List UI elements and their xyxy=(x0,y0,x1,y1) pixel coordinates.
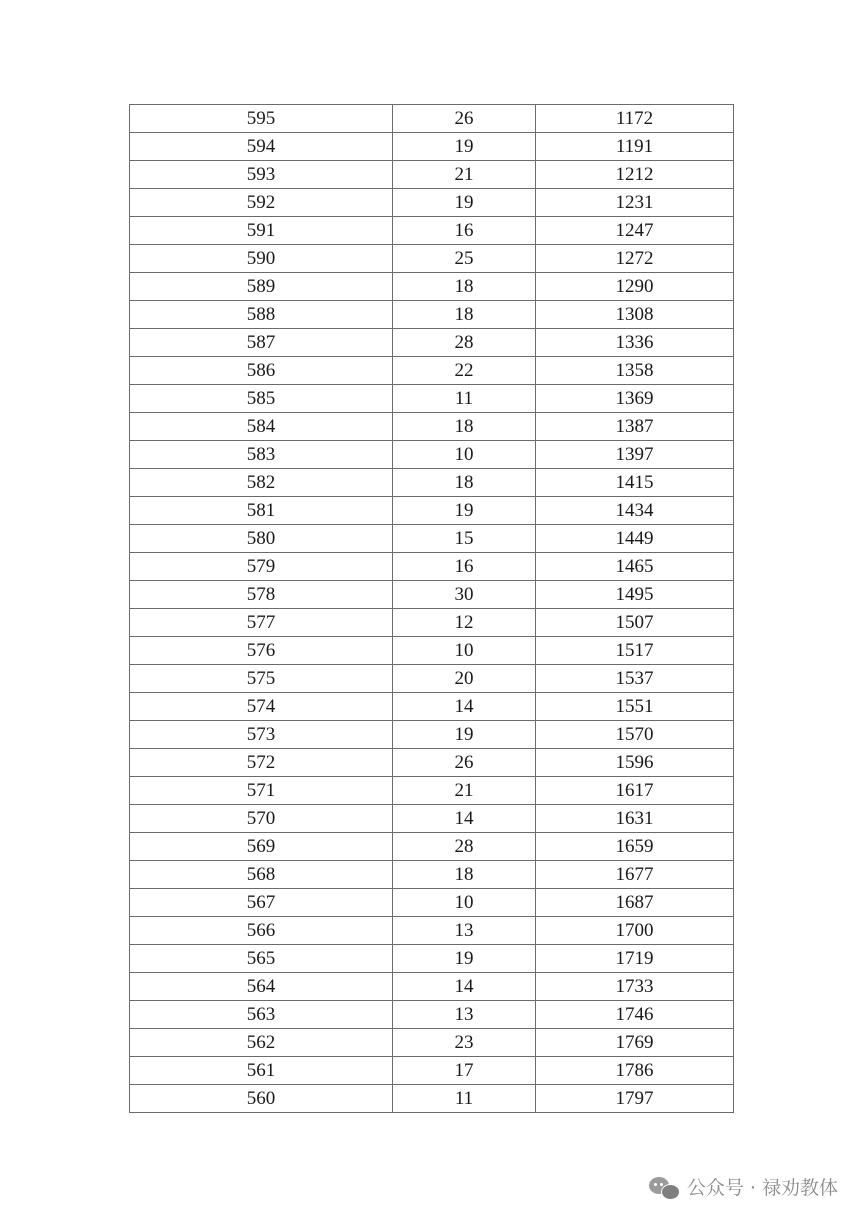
count-cell: 12 xyxy=(393,609,536,637)
count-cell: 21 xyxy=(393,161,536,189)
table-row xyxy=(130,413,734,441)
cumulative-cell: 1358 xyxy=(536,357,734,385)
table-row xyxy=(130,805,734,833)
cumulative-cell: 1551 xyxy=(536,693,734,721)
cumulative-cell: 1272 xyxy=(536,245,734,273)
cumulative-cell: 1617 xyxy=(536,777,734,805)
score-cell: 588 xyxy=(130,301,393,329)
count-cell: 14 xyxy=(393,693,536,721)
score-cell: 581 xyxy=(130,497,393,525)
count-cell: 10 xyxy=(393,637,536,665)
watermark xyxy=(649,1173,838,1200)
table-row xyxy=(130,609,734,637)
score-cell: 560 xyxy=(130,1085,393,1113)
table-row xyxy=(130,945,734,973)
cumulative-cell: 1596 xyxy=(536,749,734,777)
table-row xyxy=(130,441,734,469)
count-cell: 13 xyxy=(393,917,536,945)
cumulative-cell: 1231 xyxy=(536,189,734,217)
cumulative-cell: 1212 xyxy=(536,161,734,189)
cumulative-cell: 1719 xyxy=(536,945,734,973)
cumulative-cell: 1700 xyxy=(536,917,734,945)
table-row xyxy=(130,301,734,329)
table-row xyxy=(130,1001,734,1029)
score-cell: 590 xyxy=(130,245,393,273)
count-cell: 14 xyxy=(393,973,536,1001)
score-cell: 585 xyxy=(130,385,393,413)
cumulative-cell: 1369 xyxy=(536,385,734,413)
score-cell: 587 xyxy=(130,329,393,357)
count-cell: 18 xyxy=(393,469,536,497)
count-cell: 18 xyxy=(393,861,536,889)
count-cell: 30 xyxy=(393,581,536,609)
table-row xyxy=(130,1029,734,1057)
score-cell: 575 xyxy=(130,665,393,693)
score-cell: 561 xyxy=(130,1057,393,1085)
score-cell: 591 xyxy=(130,217,393,245)
score-cell: 574 xyxy=(130,693,393,721)
score-cell: 563 xyxy=(130,1001,393,1029)
score-cell: 567 xyxy=(130,889,393,917)
cumulative-cell: 1769 xyxy=(536,1029,734,1057)
count-cell: 16 xyxy=(393,217,536,245)
score-cell: 569 xyxy=(130,833,393,861)
score-cell: 565 xyxy=(130,945,393,973)
score-cell: 566 xyxy=(130,917,393,945)
table-row xyxy=(130,581,734,609)
score-cell: 586 xyxy=(130,357,393,385)
score-cell: 582 xyxy=(130,469,393,497)
table-row xyxy=(130,245,734,273)
cumulative-cell: 1687 xyxy=(536,889,734,917)
watermark-text: 公众号 · 禄劝教体 xyxy=(686,1177,838,1199)
score-cell: 578 xyxy=(130,581,393,609)
table-row xyxy=(130,665,734,693)
count-cell: 14 xyxy=(393,805,536,833)
table-row xyxy=(130,889,734,917)
table-row xyxy=(130,329,734,357)
cumulative-cell: 1797 xyxy=(536,1085,734,1113)
table-row xyxy=(130,357,734,385)
cumulative-cell: 1434 xyxy=(536,497,734,525)
cumulative-cell: 1290 xyxy=(536,273,734,301)
table-row xyxy=(130,973,734,1001)
table-row xyxy=(130,217,734,245)
score-cell: 573 xyxy=(130,721,393,749)
score-cell: 594 xyxy=(130,133,393,161)
table-row xyxy=(130,469,734,497)
table-row xyxy=(130,749,734,777)
cumulative-cell: 1191 xyxy=(536,133,734,161)
table-row xyxy=(130,497,734,525)
score-cell: 577 xyxy=(130,609,393,637)
count-cell: 11 xyxy=(393,385,536,413)
table-row xyxy=(130,525,734,553)
count-cell: 16 xyxy=(393,553,536,581)
count-cell: 19 xyxy=(393,497,536,525)
count-cell: 10 xyxy=(393,441,536,469)
table-row xyxy=(130,133,734,161)
score-cell: 595 xyxy=(130,105,393,133)
table-row xyxy=(130,1057,734,1085)
score-cell: 564 xyxy=(130,973,393,1001)
cumulative-cell: 1247 xyxy=(536,217,734,245)
count-cell: 18 xyxy=(393,413,536,441)
count-cell: 22 xyxy=(393,357,536,385)
cumulative-cell: 1746 xyxy=(536,1001,734,1029)
count-cell: 19 xyxy=(393,721,536,749)
cumulative-cell: 1172 xyxy=(536,105,734,133)
score-cell: 583 xyxy=(130,441,393,469)
count-cell: 19 xyxy=(393,945,536,973)
count-cell: 26 xyxy=(393,105,536,133)
score-table-body xyxy=(130,105,734,1113)
cumulative-cell: 1387 xyxy=(536,413,734,441)
wechat-icon xyxy=(649,1175,679,1199)
count-cell: 21 xyxy=(393,777,536,805)
table-row xyxy=(130,917,734,945)
score-cell: 568 xyxy=(130,861,393,889)
cumulative-cell: 1449 xyxy=(536,525,734,553)
count-cell: 18 xyxy=(393,273,536,301)
cumulative-cell: 1677 xyxy=(536,861,734,889)
table-row xyxy=(130,273,734,301)
table-row xyxy=(130,385,734,413)
count-cell: 11 xyxy=(393,1085,536,1113)
cumulative-cell: 1507 xyxy=(536,609,734,637)
score-cell: 571 xyxy=(130,777,393,805)
score-cell: 592 xyxy=(130,189,393,217)
cumulative-cell: 1786 xyxy=(536,1057,734,1085)
score-cell: 572 xyxy=(130,749,393,777)
score-cell: 562 xyxy=(130,1029,393,1057)
table-row xyxy=(130,553,734,581)
count-cell: 10 xyxy=(393,889,536,917)
table-row xyxy=(130,693,734,721)
count-cell: 25 xyxy=(393,245,536,273)
score-cell: 593 xyxy=(130,161,393,189)
table-row xyxy=(130,777,734,805)
cumulative-cell: 1336 xyxy=(536,329,734,357)
cumulative-cell: 1495 xyxy=(536,581,734,609)
table-row xyxy=(130,833,734,861)
table-row xyxy=(130,189,734,217)
table-row xyxy=(130,161,734,189)
count-cell: 28 xyxy=(393,833,536,861)
cumulative-cell: 1631 xyxy=(536,805,734,833)
count-cell: 19 xyxy=(393,189,536,217)
cumulative-cell: 1537 xyxy=(536,665,734,693)
cumulative-cell: 1465 xyxy=(536,553,734,581)
count-cell: 15 xyxy=(393,525,536,553)
score-cell: 580 xyxy=(130,525,393,553)
count-cell: 19 xyxy=(393,133,536,161)
count-cell: 23 xyxy=(393,1029,536,1057)
table-row xyxy=(130,721,734,749)
count-cell: 28 xyxy=(393,329,536,357)
score-cell: 584 xyxy=(130,413,393,441)
score-cell: 589 xyxy=(130,273,393,301)
count-cell: 20 xyxy=(393,665,536,693)
score-cell: 570 xyxy=(130,805,393,833)
score-cell: 579 xyxy=(130,553,393,581)
cumulative-cell: 1733 xyxy=(536,973,734,1001)
cumulative-cell: 1659 xyxy=(536,833,734,861)
cumulative-cell: 1517 xyxy=(536,637,734,665)
cumulative-cell: 1397 xyxy=(536,441,734,469)
cumulative-cell: 1415 xyxy=(536,469,734,497)
cumulative-cell: 1570 xyxy=(536,721,734,749)
table-row xyxy=(130,861,734,889)
table-row xyxy=(130,637,734,665)
table-row xyxy=(130,105,734,133)
count-cell: 13 xyxy=(393,1001,536,1029)
count-cell: 18 xyxy=(393,301,536,329)
table-row xyxy=(130,1085,734,1113)
count-cell: 26 xyxy=(393,749,536,777)
count-cell: 17 xyxy=(393,1057,536,1085)
score-cell: 576 xyxy=(130,637,393,665)
score-table xyxy=(129,104,734,1113)
cumulative-cell: 1308 xyxy=(536,301,734,329)
